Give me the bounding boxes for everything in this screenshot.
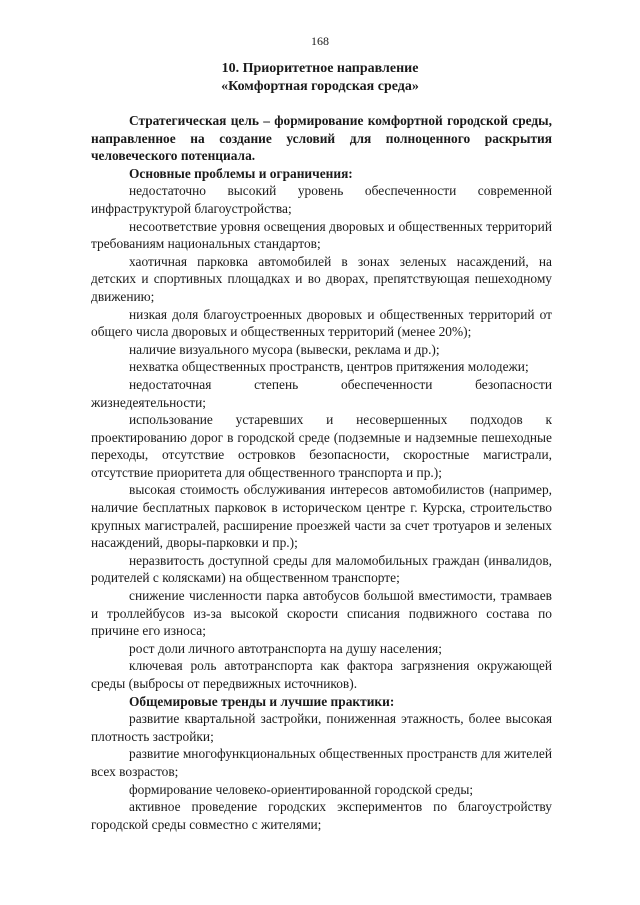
problem-item: использование устаревших и несовершенных подходов к проектированию дорог в городской среде (подземные и надземные пешеходные переходы, отсутствие островков безопасности, скоростные магистрали, отсутствие приоритета для общественного транспорта и пр.);	[91, 412, 552, 480]
problem-item: снижение численности парка автобусов большой вместимости, трамваев и троллейбусов из-за высокой скорости списания подвижного состава по причине его износа;	[91, 588, 552, 639]
trend-item: активное проведение городских экспериментов по благоустройству городской среды совместно с жителями;	[91, 799, 552, 832]
section-heading-line-2: «Комфортная городская среда»	[221, 79, 419, 94]
trend-item: формирование человеко-ориентированной городской среды;	[129, 781, 474, 797]
problems-heading: Основные проблемы и ограничения:	[129, 165, 353, 181]
problem-item: низкая доля благоустроенных дворовых и общественных территорий от общего числа дворовых и общественных территорий (менее 20%);	[91, 306, 552, 340]
trend-item: развитие квартальной застройки, пониженная этажность, более высокая плотность застройки;	[91, 711, 552, 744]
problem-item: наличие визуального мусора (вывески, реклама и др.);	[129, 341, 440, 357]
problem-item: несоответствие уровня освещения дворовых и общественных территорий требованиям национальных стандартов;	[91, 218, 552, 252]
problem-item: недостаточная степень обеспеченности безопасности жизнедеятельности;	[91, 376, 552, 410]
trends-heading: Общемировые тренды и лучшие практики:	[129, 693, 395, 709]
problem-item: нехватка общественных пространств, центров притяжения молодежи;	[129, 359, 529, 375]
document-body	[91, 112, 552, 833]
problem-item: рост доли личного автотранспорта на душу населения;	[129, 640, 442, 656]
strategic-goal: Стратегическая цель – формирование комфортной городской среды, направленное на создание условий для полноценного раскрытия человеческого потенциала.	[91, 113, 552, 164]
problem-item: высокая стоимость обслуживания интересов автомобилистов (например, наличие бесплатных парковок в историческом центре г. Курска, строительство крупных магистралей, расширение проезжей части за счет тротуаров и зеленых насаждений, дворы-парковки и пр.);	[91, 482, 552, 551]
section-heading-line-1: 10. Приоритетное направление	[221, 61, 419, 76]
problem-item: хаотичная парковка автомобилей в зонах зеленых насаждений, на детских и спортивных площадках и во дворах, препятствующая пешеходному движению;	[91, 253, 552, 304]
trend-item: развитие многофункциональных общественных пространств для жителей всех возрастов;	[91, 746, 552, 779]
problem-item: неразвитость доступной среды для маломобильных граждан (инвалидов, родителей с колясками) на общественном транспорте;	[91, 552, 552, 586]
problem-item: недостаточно высокий уровень обеспеченности современной инфраструктурой благоустройства;	[91, 183, 552, 216]
page-number: 168	[311, 34, 329, 48]
problem-item: ключевая роль автотранспорта как фактора загрязнения окружающей среды (выбросы от передвижных источников).	[91, 658, 552, 691]
section-heading	[0, 60, 640, 96]
